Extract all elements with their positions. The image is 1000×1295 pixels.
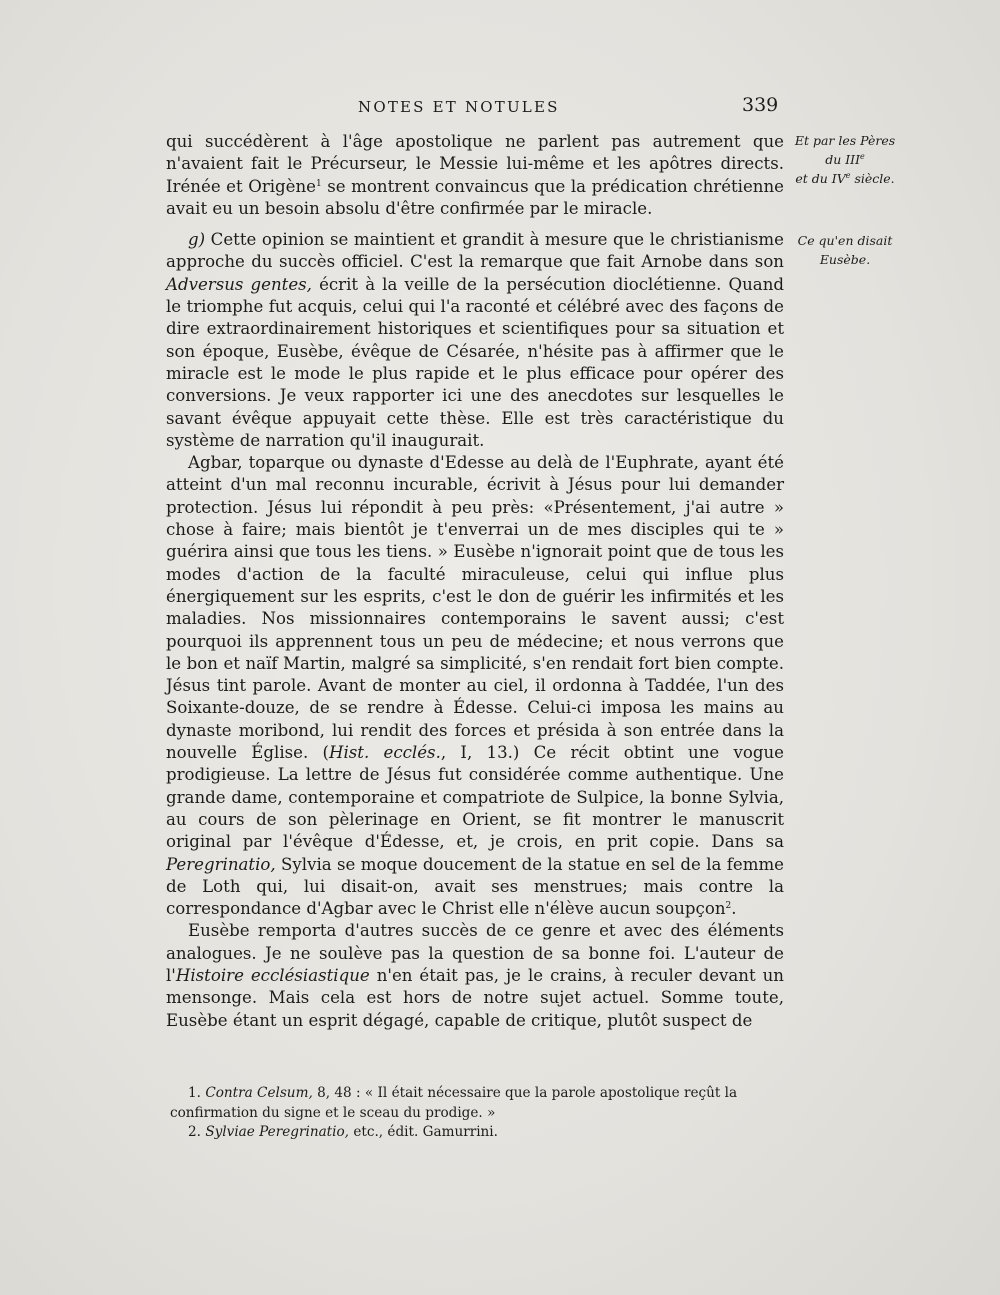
- main-text: [166, 131, 784, 1032]
- margin-note-line: Et par les Pères: [794, 133, 896, 148]
- paragraph-2: g) Cette opinion se maintient et grandit à mesure que le christianisme approche du succès officiel. C'est la remarque que fait Arnobe dans son Adversus gentes, écrit à la veille de la persécution dioclétienne. Quand le triomphe fut acquis, celui qui l'a raconté et célébré avec des façons de dire extraordinairement historiques et scientifiques pour sa situation et son époque, Eusèbe, évêque de Césarée, n'hésite pas à affirmer que le miracle est le mode le plus rapide et le plus efficace pour opérer des conversions. Je veux rapporter ici une des anecdotes sur lesquelles le savant évêque appuyait cette thèse. Elle est très caractéristique du système de narration qu'il inaugurait.: [166, 230, 785, 450]
- footnote-ref-2: 2: [725, 901, 732, 912]
- margin-note-line: et du IVe siècle.: [795, 171, 895, 186]
- footnote-1: 1. Contra Celsum, 8, 48 : « Il était nécessaire que la parole apostolique reçût la confirmation du signe et le sceau du prodige. »: [170, 1085, 738, 1121]
- margin-note-line: du IIIe: [825, 152, 865, 167]
- margin-note-line: Ce qu'en disait: [797, 233, 893, 248]
- page-number: 339: [742, 94, 779, 116]
- margin-note-peres: [786, 131, 904, 188]
- margin-note-line: Eusèbe.: [819, 252, 871, 267]
- paragraph-3: Agbar, toparque ou dynaste d'Edesse au delà de l'Euphrate, ayant été atteint d'un mal reconnu incurable, écrivit à Jésus pour lui demander protection. Jésus lui répondit à peu près: «Présentement, j'ai autre » chose à faire; mais bientôt je t'enverrai un de mes disciples qui te » guérira ainsi que tous les tiens. » Eusèbe n'ignorait point que de tous les modes d'action de la faculté miraculeuse, celui qui influe plus énergiquement sur les esprits, c'est le don de guérir les infirmités et les maladies. Nos missionnaires contemporains le savent aussi; c'est pourquoi ils apprennent tous un peu de médecine; et nous verrons que le bon et naïf Martin, malgré sa simplicité, s'en rendait fort bien compte. Jésus tint parole. Avant de monter au ciel, il ordonna à Taddée, l'un des Soixante-douze, de se rendre à Édesse. Celui-ci imposa les mains au dynaste moribond, lui rendit des forces et présida à son entrée dans la nouvelle Église. (Hist. ecclés., I, 13.) Ce récit obtint une vogue prodigieuse. La lettre de Jésus fut considérée comme authentique. Une grande dame, contemporaine et compatriote de Sulpice, la bonne Sylvia, au cours de son pèlerinage en Orient, se fit montrer le manuscrit original par l'évêque d'Édesse, et, je crois, en prit copie. Dans sa Peregrinatio, Sylvia se moque doucement de la statue en sel de la femme de Loth qui, lui disait-on, avait ses menstrues; mais contre la correspondance d'Agbar avec le Christ elle n'élève aucun soupçon$^2$.: [166, 453, 784, 919]
- paragraph-1: qui succédèrent à l'âge apostolique ne parlent pas autrement que n'avaient fait le Précurseur, le Messie lui-même et les apôtres directs. Irénée et Origène$^1$ se montrent convaincus que la prédication chrétienne avait eu un besoin absolu d'être confirmée par le miracle.: [166, 132, 785, 218]
- running-title: NOTES ET NOTULES: [358, 98, 560, 116]
- footnote-ref-1: 1: [316, 178, 322, 189]
- footnotes: [170, 1084, 786, 1143]
- paragraph-4: Eusèbe remporta d'autres succès de ce genre et avec des éléments analogues. Je ne soulève pas la question de sa bonne foi. L'auteur de l'Histoire ecclésiastique n'en était pas, je le crains, à reculer devant un mensonge. Mais cela est hors de notre sujet actuel. Somme toute, Eusèbe étant un esprit dégagé, capable de critique, plutôt suspect de: [166, 921, 784, 1030]
- running-head: [160, 94, 800, 124]
- margin-note-eusebe: [786, 231, 904, 269]
- section-label: g): [188, 230, 206, 250]
- footnote-2: 2. Sylviae Peregrinatio, etc., édit. Gamurrini.: [188, 1124, 498, 1140]
